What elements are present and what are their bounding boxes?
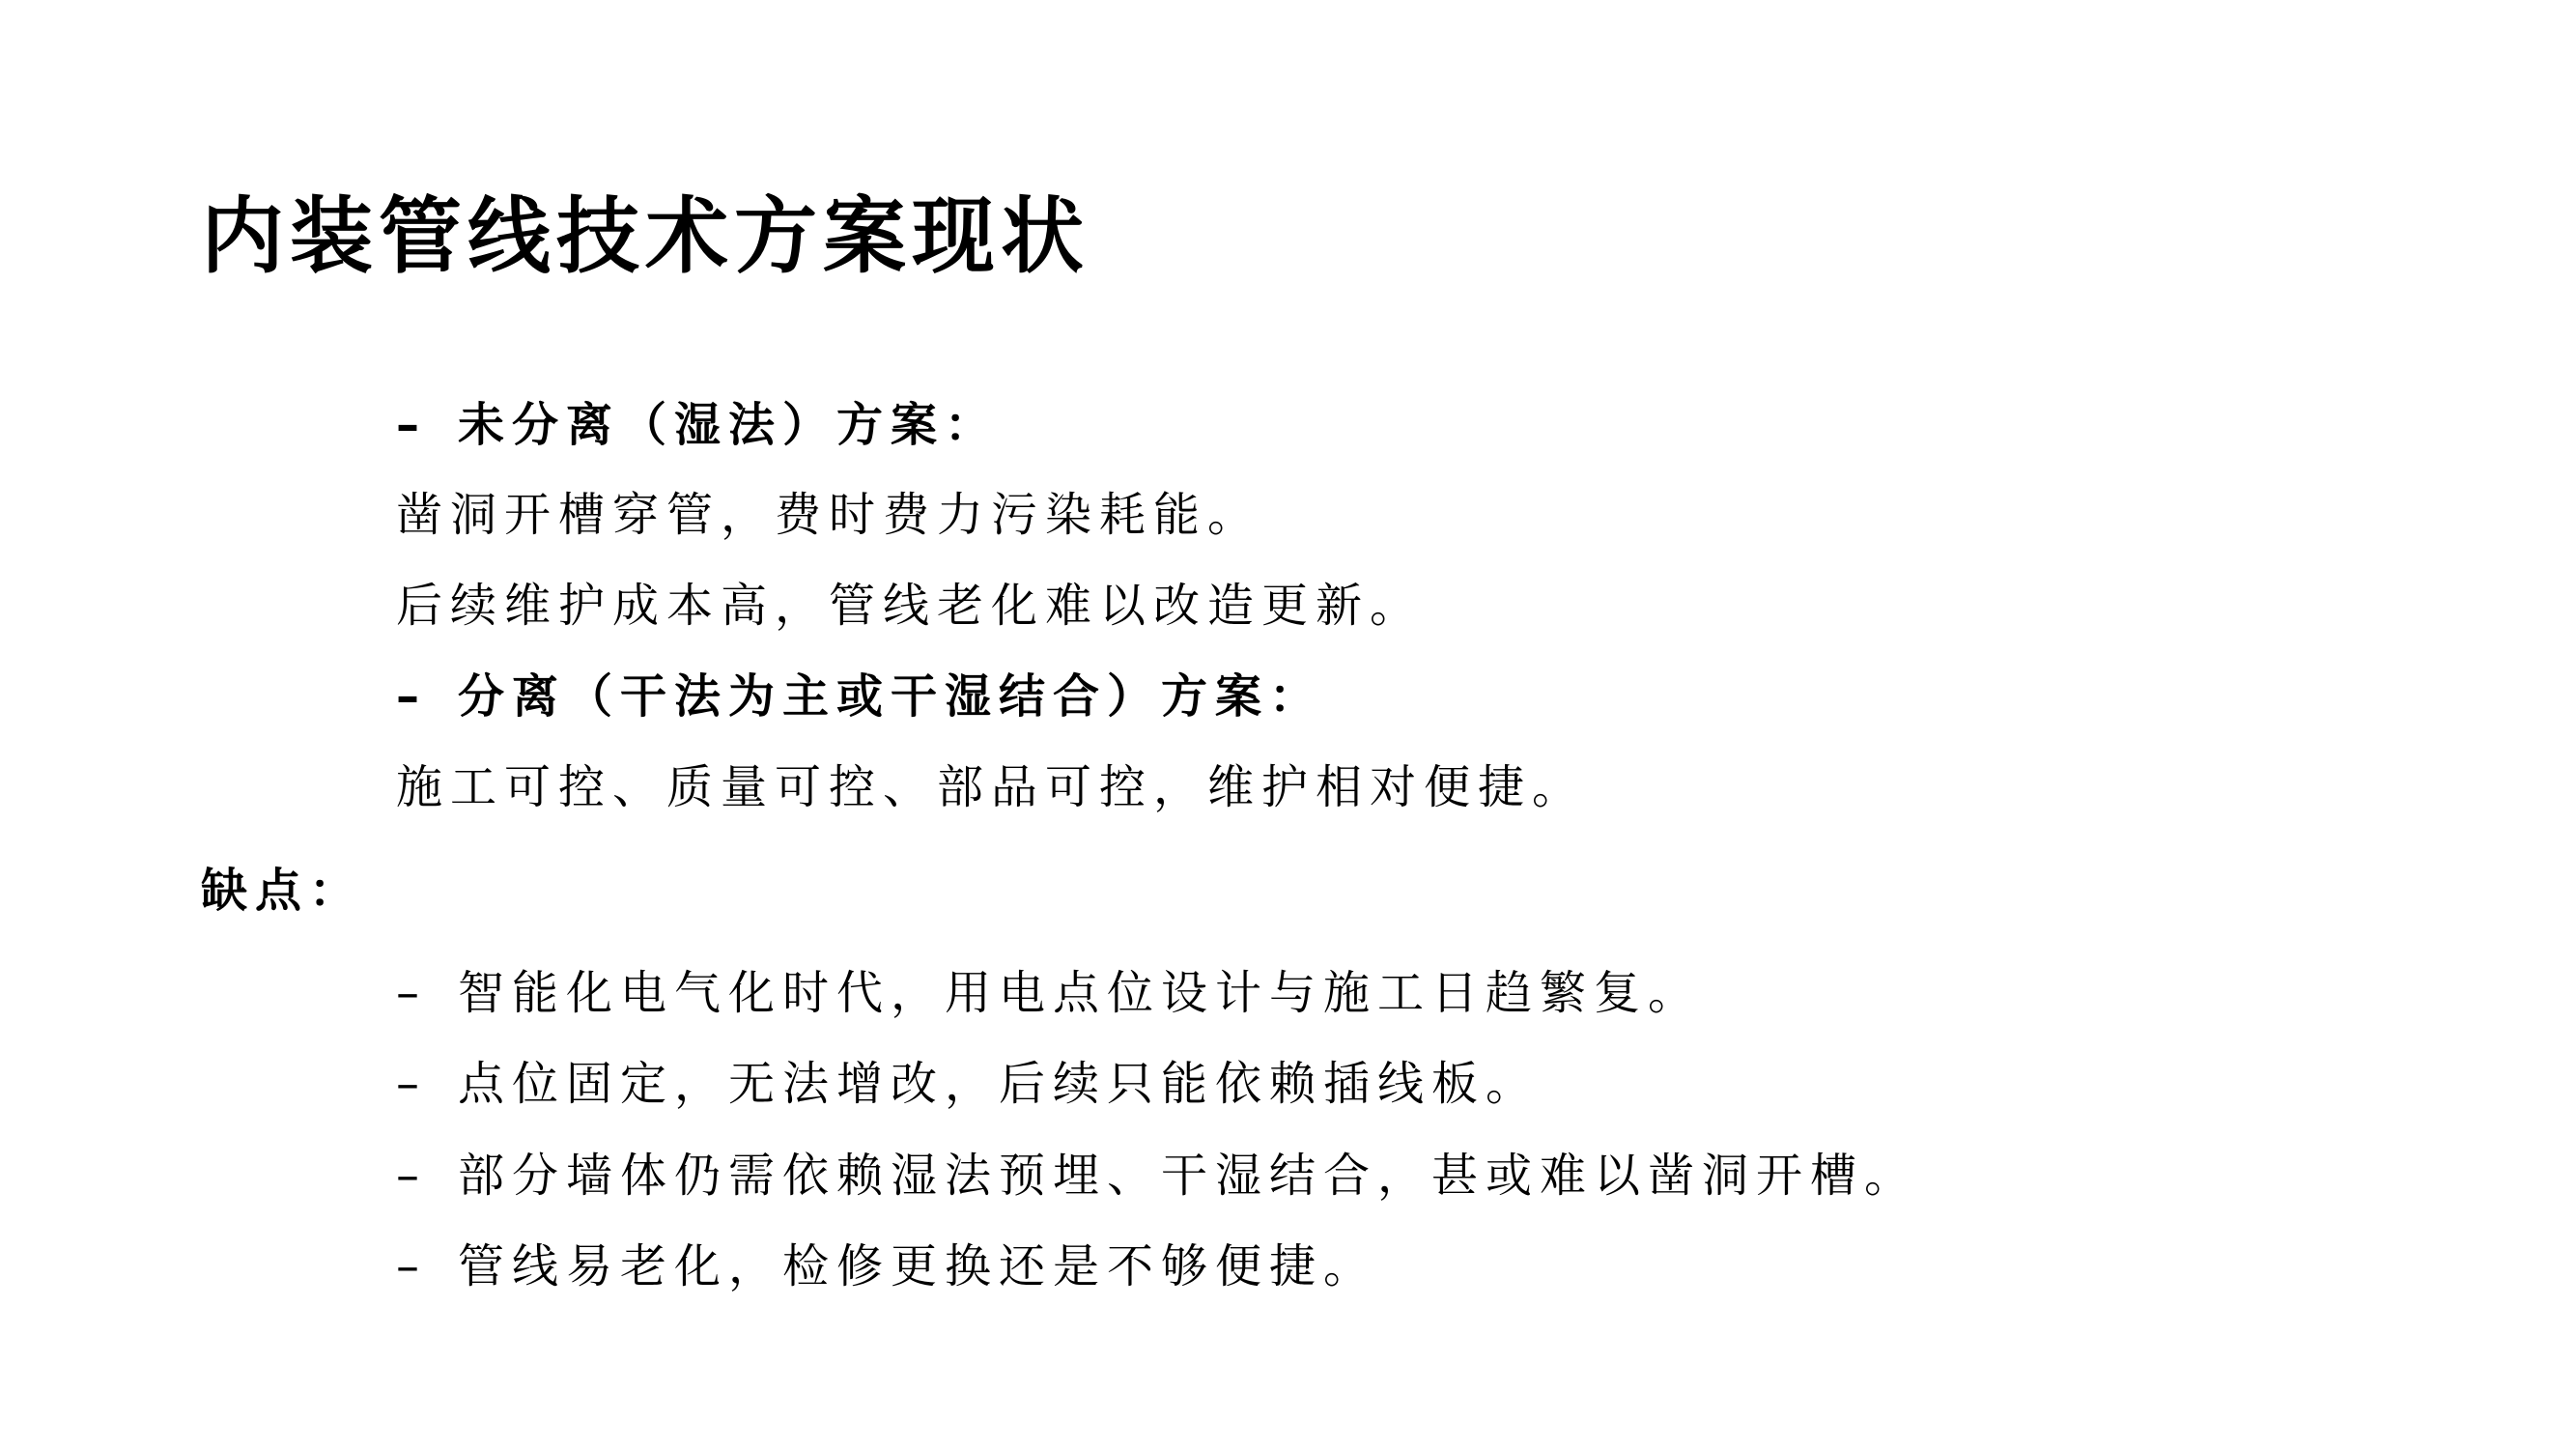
page-title: 内装管线技术方案现状	[201, 188, 1090, 285]
text-line: 凿洞开槽穿管，费时费力污染耗能。	[396, 488, 1262, 542]
text-line: 施工可控、质量可控、部品可控，维护相对便捷。	[396, 760, 1587, 814]
list-item-text: 智能化电气化时代，用电点位设计与施工日趋繁复。	[458, 966, 1703, 1020]
dash-bullet: –	[396, 1239, 419, 1293]
list-item-dry-scheme-heading	[396, 669, 1323, 725]
dash-bullet: –	[396, 966, 419, 1020]
list-item-text: 部分墙体仍需依赖湿法预埋、干湿结合，甚或难以凿洞开槽。	[458, 1149, 1919, 1203]
list-item-text: 分离（干法为主或干湿结合）方案：	[458, 669, 1324, 724]
text-line: 后续维护成本高，管线老化难以改造更新。	[396, 579, 1425, 633]
section-heading-drawbacks: 缺点：	[201, 864, 364, 918]
list-item	[396, 1057, 1540, 1113]
list-item-text: 管线易老化，检修更换还是不够便捷。	[458, 1239, 1378, 1293]
dash-bullet: –	[396, 1057, 419, 1111]
list-item	[396, 1239, 1377, 1295]
list-item-wet-scheme-heading	[396, 398, 999, 454]
dash-bullet: –	[396, 1149, 419, 1203]
dash-bullet: –	[396, 669, 419, 724]
list-item-text: 未分离（湿法）方案：	[458, 398, 1000, 452]
list-item-text: 点位固定，无法增改，后续只能依赖插线板。	[458, 1057, 1541, 1111]
dash-bullet: –	[396, 398, 419, 452]
list-item	[396, 966, 1702, 1022]
list-item	[396, 1149, 1918, 1205]
